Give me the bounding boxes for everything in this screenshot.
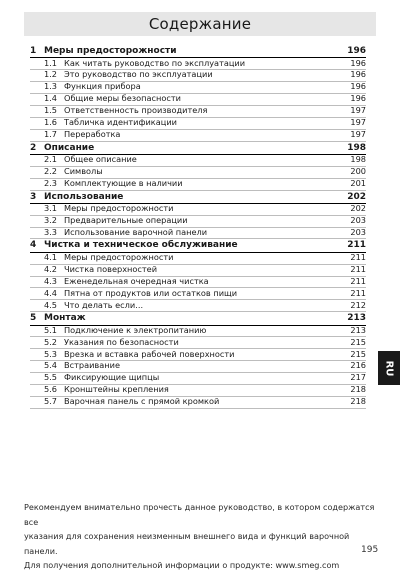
toc-section-row [30,288,366,300]
toc-section-row [30,385,366,397]
toc-section-number: 3.2 [44,214,58,225]
toc-chapter-number: 2 [30,142,37,153]
toc-chapter-number: 5 [30,313,37,324]
toc-section-row [30,70,366,82]
toc-section-row [30,216,366,228]
toc-chapter-row [30,45,366,58]
toc-section-title: Переработка [64,128,121,139]
toc-section-title: Общее описание [64,154,137,165]
toc-section-page: 211 [350,263,366,274]
toc-section-page: 212 [350,299,366,310]
page-title: Содержание [148,15,252,33]
toc-section-page: 197 [350,105,366,116]
footer-line: Рекомендуем внимательно прочесть данное руководство, в котором содержатся все [24,502,375,527]
toc-section-page: 211 [350,275,366,286]
toc-chapter-heading [30,191,123,203]
toc-section-row [30,94,366,106]
toc-section-row [30,265,366,277]
toc-section-heading [44,300,143,312]
toc-chapter-page: 213 [347,313,366,324]
toc-section-heading [44,372,159,384]
toc-section-heading [44,264,157,276]
toc-chapter-title: Меры предосторожности [44,46,177,56]
toc-section-heading [44,69,213,81]
toc-chapter-title: Монтаж [44,313,86,324]
toc-section-title: Символы [64,166,103,177]
toc-chapter-row [30,191,366,204]
toc-section-page: 215 [350,348,366,359]
toc-section-page: 198 [350,154,366,165]
toc-section-number: 3.3 [44,226,58,237]
toc-section-title: Комплектующие в наличии [64,177,183,188]
table-of-contents [30,45,366,409]
toc-section-page: 196 [350,93,366,104]
toc-section-page: 203 [350,226,366,237]
toc-section-row [30,277,366,289]
toc-chapter-page: 198 [347,142,366,153]
toc-section-row [30,228,366,240]
toc-section-title: Пятна от продуктов или остатков пищи [64,287,238,298]
toc-section-row [30,326,366,338]
toc-section-heading [44,288,237,300]
toc-section-number: 5.7 [44,396,58,407]
toc-section-row [30,337,366,349]
toc-section-title: Кронштейны крепления [64,384,169,395]
toc-section-heading [44,337,179,349]
toc-chapter-page: 196 [347,46,366,56]
toc-section-title: Что делать если... [64,299,144,310]
toc-section-number: 1.1 [44,57,58,68]
toc-section-page: 218 [350,396,366,407]
toc-chapter-number: 1 [30,46,37,56]
toc-section-page: 196 [350,69,366,80]
toc-section-row [30,58,366,70]
toc-section-title: Указания по безопасности [64,336,179,347]
toc-section-page: 213 [350,324,366,335]
toc-section-page: 217 [350,372,366,383]
toc-section-page: 196 [350,57,366,68]
toc-section-number: 4.2 [44,263,58,274]
toc-section-page: 203 [350,214,366,225]
toc-chapter-number: 4 [30,240,37,251]
toc-chapter-heading [30,45,177,57]
toc-section-row [30,373,366,385]
toc-section-number: 5.4 [44,360,58,371]
toc-section-heading [44,154,137,166]
toc-chapter-page: 202 [347,191,366,202]
toc-chapter-title: Чистка и техническое обслуживание [44,240,238,251]
toc-section-page: 211 [350,287,366,298]
toc-section-page: 216 [350,360,366,371]
toc-section-number: 5.1 [44,324,58,335]
toc-section-row [30,167,366,179]
toc-section-number: 5.2 [44,336,58,347]
toc-section-row [30,204,366,216]
toc-section-number: 1.7 [44,128,58,139]
toc-section-heading [44,349,235,361]
toc-chapter-title: Использование [44,191,124,202]
toc-section-number: 4.3 [44,275,58,286]
toc-section-title: Как читать руководство по эксплуатации [64,57,246,68]
toc-section-title: Это руководство по эксплуатации [64,69,213,80]
toc-section-title: Ответственность производителя [64,105,208,116]
toc-section-heading [44,105,207,117]
toc-section-heading [44,178,183,190]
toc-section-title: Фиксирующие щипцы [64,372,160,383]
toc-section-row [30,82,366,94]
toc-section-heading [44,203,173,215]
toc-section-page: 218 [350,384,366,395]
toc-section-title: Табличка идентификации [64,117,177,128]
footer-line: указания для сохранения неизменным внешнего вида и функций варочной панели. [24,531,350,556]
toc-chapter-heading [30,239,238,251]
toc-chapter-page: 211 [347,240,366,251]
toc-section-number: 2.1 [44,154,58,165]
toc-section-title: Подключение к электропитанию [64,324,207,335]
toc-section-page: 200 [350,166,366,177]
toc-section-page: 197 [350,128,366,139]
toc-section-number: 4.5 [44,299,58,310]
toc-section-row [30,179,366,191]
toc-section-title: Встраивание [64,360,120,371]
toc-section-number: 5.3 [44,348,58,359]
toc-section-row [30,106,366,118]
toc-section-row [30,155,366,167]
toc-section-number: 1.4 [44,93,58,104]
toc-section-heading [44,58,245,70]
toc-section-heading [44,360,120,372]
toc-section-heading [44,93,181,105]
page-number: 195 [361,545,379,555]
toc-section-heading [44,166,103,178]
toc-chapter-heading [30,142,94,154]
toc-section-title: Чистка поверхностей [64,263,158,274]
toc-section-page: 196 [350,81,366,92]
toc-section-row [30,118,366,130]
toc-section-number: 5.5 [44,372,58,383]
footer-line: Для получения дополнительной информации о продукте: www.smeg.com [24,560,340,570]
toc-section-heading [44,384,169,396]
toc-section-heading [44,215,188,227]
toc-section-row [30,397,366,409]
toc-section-number: 2.2 [44,166,58,177]
toc-section-title: Меры предосторожности [64,252,174,263]
toc-section-title: Варочная панель с прямой кромкой [64,396,220,407]
toc-section-heading [44,276,209,288]
toc-section-row [30,361,366,373]
toc-section-number: 1.5 [44,105,58,116]
toc-section-number: 3.1 [44,203,58,214]
toc-chapter-title: Описание [44,142,95,153]
toc-section-number: 2.3 [44,177,58,188]
toc-section-row [30,253,366,265]
toc-section-page: 197 [350,117,366,128]
toc-section-number: 4.4 [44,287,58,298]
toc-section-page: 201 [350,177,366,188]
toc-chapter-heading [30,312,86,324]
toc-section-page: 211 [350,252,366,263]
toc-section-title: Общие меры безопасности [64,93,181,104]
toc-section-number: 1.3 [44,81,58,92]
toc-section-title: Врезка и вставка рабочей поверхности [64,348,235,359]
toc-section-row [30,130,366,142]
toc-section-heading [44,252,173,264]
title-bar [24,12,376,36]
toc-section-title: Функция прибора [64,81,141,92]
toc-section-number: 5.6 [44,384,58,395]
toc-section-heading [44,227,207,239]
toc-chapter-row [30,239,366,252]
toc-section-number: 4.1 [44,252,58,263]
toc-section-title: Использование варочной панели [64,226,208,237]
toc-section-heading [44,129,120,141]
toc-section-row [30,349,366,361]
toc-section-row [30,300,366,312]
language-tab-label: RU [383,360,395,376]
toc-section-heading [44,81,141,93]
toc-chapter-row [30,142,366,155]
toc-chapter-row [30,312,366,325]
toc-section-page: 215 [350,336,366,347]
language-tab [378,351,400,385]
toc-section-page: 202 [350,203,366,214]
toc-section-title: Меры предосторожности [64,203,174,214]
toc-chapter-number: 3 [30,191,37,202]
footer-note [24,500,384,573]
toc-section-title: Предварительные операции [64,214,188,225]
toc-section-heading [44,325,206,337]
toc-section-heading [44,396,219,408]
toc-section-title: Еженедельная очередная чистка [64,275,209,286]
toc-section-number: 1.6 [44,117,58,128]
toc-section-number: 1.2 [44,69,58,80]
toc-section-heading [44,117,177,129]
